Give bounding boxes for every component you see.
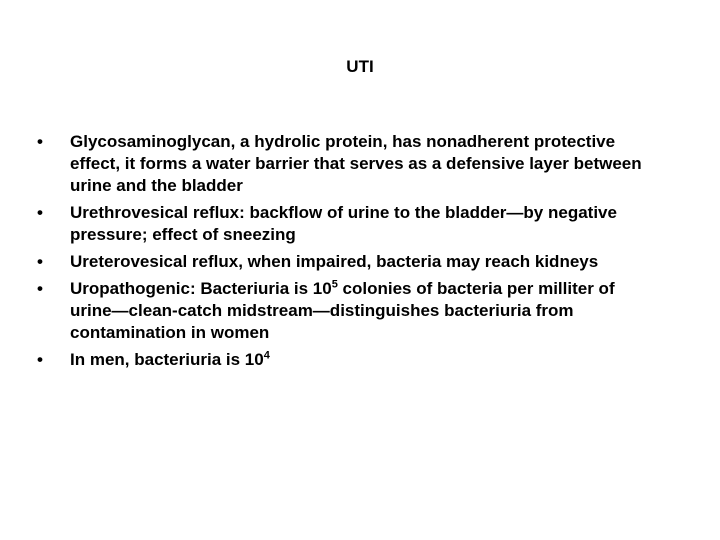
bullet-dot-icon: •	[37, 279, 43, 298]
bullet-text-pre: In men, bacteriuria is 10	[70, 350, 264, 369]
bullet-list	[34, 131, 654, 376]
bullet-text-post: colonies of bacteria per milliter of urine—clean-catch midstream—distinguishes bacteriuria from contamination in women	[70, 279, 615, 342]
bullet-dot-icon: •	[37, 350, 43, 369]
bullet-item-men-bacteriuria	[34, 349, 654, 371]
bullet-item-uropathogenic	[34, 278, 654, 344]
bullet-dot-icon: •	[37, 203, 43, 222]
slide-title: UTI	[346, 57, 374, 76]
bullet-item-ureterovesical-reflux	[34, 251, 654, 273]
bullet-text: Urethrovesical reflux: backflow of urine to the bladder—by negative pressure; effect of sneezing	[70, 203, 617, 244]
bullet-text: Ureterovesical reflux, when impaired, bacteria may reach kidneys	[70, 252, 599, 271]
bullet-item-glycosaminoglycan	[34, 131, 654, 197]
bullet-dot-icon: •	[37, 252, 43, 271]
bullet-dot-icon: •	[37, 132, 43, 151]
bullet-exponent: 4	[263, 349, 270, 362]
bullet-exponent: 5	[331, 278, 338, 291]
bullet-text-pre: Uropathogenic: Bacteriuria is 10	[70, 279, 332, 298]
bullet-text: Glycosaminoglycan, a hydrolic protein, has nonadherent protective effect, it forms a water barrier that serves as a defensive layer between urine and the bladder	[70, 132, 642, 195]
bullet-item-urethrovesical-reflux	[34, 202, 654, 246]
